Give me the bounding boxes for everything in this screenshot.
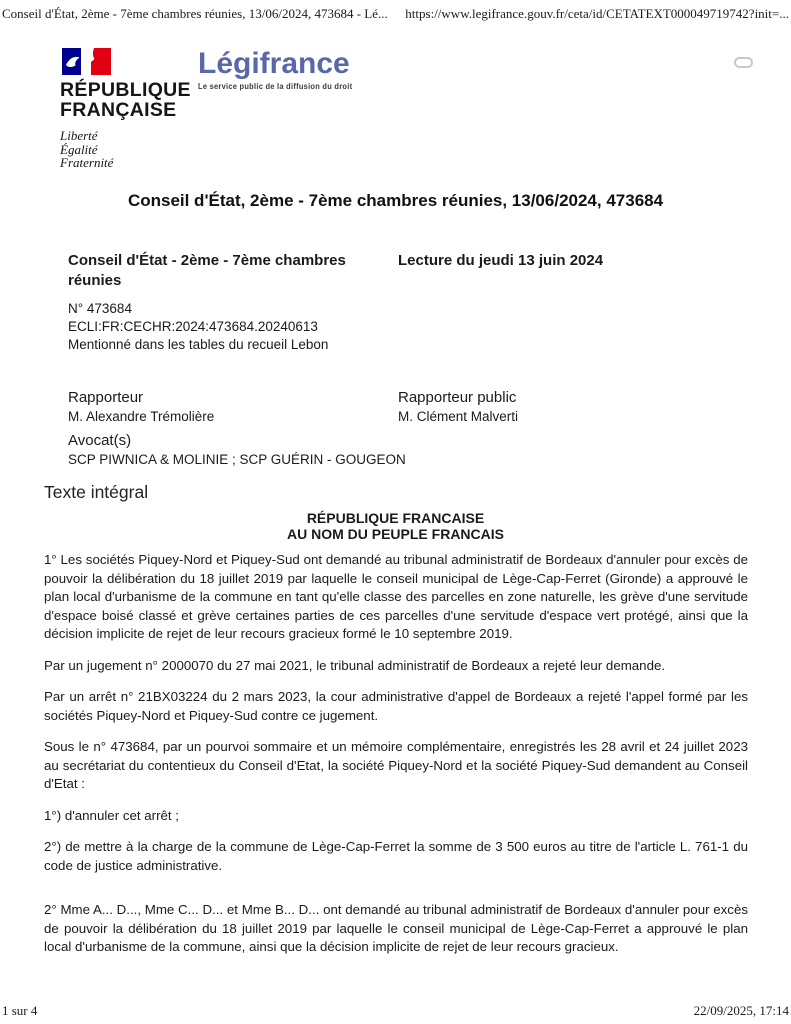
case-number: N° 473684 bbox=[68, 301, 132, 316]
page-indicator: 1 sur 4 bbox=[2, 1003, 38, 1018]
flag-red-band bbox=[91, 48, 111, 75]
republique-heading: RÉPUBLIQUE FRANCAISE bbox=[306, 510, 485, 526]
publication-status: Mentionné dans les tables du recueil Lebon bbox=[68, 337, 329, 352]
republique-line2: FRANÇAISE bbox=[60, 98, 177, 121]
french-flag-icon bbox=[62, 48, 111, 75]
rapporteur-block bbox=[68, 388, 398, 426]
rapporteur-name: M. Alexandre Trémolière bbox=[68, 409, 215, 424]
print-header-url: https://www.legifrance.gouv.fr/ceta/id/CETATEXT000049719742?init=... bbox=[405, 6, 789, 21]
decision-title: Conseil d'État, 2ème - 7ème chambres réunies, 13/06/2024, 473684 bbox=[127, 191, 664, 210]
avocats-names: SCP PIWNICA & MOLINIE ; SCP GUÉRIN - GOUGEON bbox=[68, 452, 406, 467]
print-header-title: Conseil d'État, 2ème - 7ème chambres réunies, 13/06/2024, 473684 - Lé... bbox=[2, 6, 388, 21]
texte-integral-heading: Texte intégral bbox=[44, 482, 149, 502]
peuple-heading: AU NOM DU PEUPLE FRANCAIS bbox=[286, 525, 504, 542]
print-datetime: 22/09/2025, 17:14 bbox=[693, 1003, 789, 1018]
paragraph-4: Sous le n° 473684, par un pourvoi sommaire et un mémoire complémentaire, enregistrés les 28 avril et 24 juillet 2023 au secrétariat du contentieux du Conseil d'Etat, la société Piquey-Nord et la société Piquey-Sud demandent au Conseil d'Etat : bbox=[44, 739, 748, 791]
rapporteur-public-label: Rapporteur public bbox=[398, 389, 517, 406]
rapporteur-public-block bbox=[398, 388, 747, 426]
print-footer bbox=[2, 1003, 789, 1019]
judgment-heading bbox=[0, 511, 791, 542]
legifrance-wordmark: Légifrance bbox=[198, 47, 350, 80]
republique-line1: RÉPUBLIQUE bbox=[60, 79, 191, 101]
formation-label: Conseil d'État - 2ème - 7ème chambres réunies bbox=[68, 252, 346, 289]
site-branding bbox=[60, 48, 364, 170]
ecli-code: ECLI:FR:CECHR:2024:473684.20240613 bbox=[68, 319, 318, 334]
motto-egalite: Égalité bbox=[60, 141, 98, 157]
decision-info bbox=[68, 251, 747, 469]
republique-francaise-logo bbox=[60, 48, 198, 170]
flag-blue-band bbox=[62, 48, 81, 75]
decision-body bbox=[44, 551, 748, 970]
paragraph-7: 2° Mme A... D..., Mme C... D... et Mme B... D... ont demandé au tribunal administratif de Bordeaux d'annuler pour excès de pouvoir la délibération du 18 juillet 2019 par laquelle le conseil municipal de Lège-Cap-Ferret a approuvé le plan local d'urbanisme de la commune, ainsi que la décision implicite de rejet de leur recours gracieux. bbox=[44, 902, 748, 954]
roles-block bbox=[68, 388, 747, 426]
paragraph-5: 1°) d'annuler cet arrêt ; bbox=[44, 807, 179, 823]
rapporteur-public-name: M. Clément Malverti bbox=[398, 409, 519, 424]
avocats-label: Avocat(s) bbox=[68, 432, 132, 449]
paragraph-2: Par un jugement n° 2000070 du 27 mai 2021, le tribunal administratif de Bordeaux a rejeté leur demande. bbox=[44, 657, 666, 673]
rapporteur-label: Rapporteur bbox=[68, 389, 144, 406]
pill-indicator-icon bbox=[734, 57, 753, 68]
marianne-motto bbox=[60, 129, 198, 170]
print-header bbox=[2, 6, 789, 22]
avocats-block bbox=[68, 431, 747, 469]
flag-white-band bbox=[81, 48, 91, 75]
paragraph-6: 2°) de mettre à la charge de la commune de Lège-Cap-Ferret la somme de 3 500 euros au titre de l'article L. 761-1 du code de justice administrative. bbox=[44, 839, 748, 873]
paragraph-1: 1° Les sociétés Piquey-Nord et Piquey-Sud ont demandé au tribunal administratif de Bordeaux d'annuler pour excès de pouvoir la délibération du 18 juillet 2019 par laquelle le conseil municipal de Lège-Cap-Ferret (Gironde) a approuvé le plan local d'urbanisme de la commune en tant qu'elle classe des parcelles en zone naturelle, les grève d'une servitude d'espace boisé classé et grève certaines parties de ces parcelles d'une servitude d'espace vert protégé, ainsi que la décision implicite de rejet de leur recours gracieux formé le 10 septembre 2019. bbox=[44, 552, 748, 641]
lecture-date: Lecture du jeudi 13 juin 2024 bbox=[398, 252, 604, 269]
motto-liberte: Liberté bbox=[60, 128, 98, 143]
decision-meta bbox=[68, 300, 747, 354]
motto-fraternite: Fraternité bbox=[60, 155, 114, 170]
legifrance-logo bbox=[198, 48, 364, 170]
legifrance-tagline: Le service public de la diffusion du droit bbox=[198, 82, 353, 91]
paragraph-3: Par un arrêt n° 21BX03224 du 2 mars 2023, la cour administrative d'appel de Bordeaux a rejeté l'appel formé par les sociétés Piquey-Nord et Piquey-Sud contre ce jugement. bbox=[44, 689, 748, 723]
